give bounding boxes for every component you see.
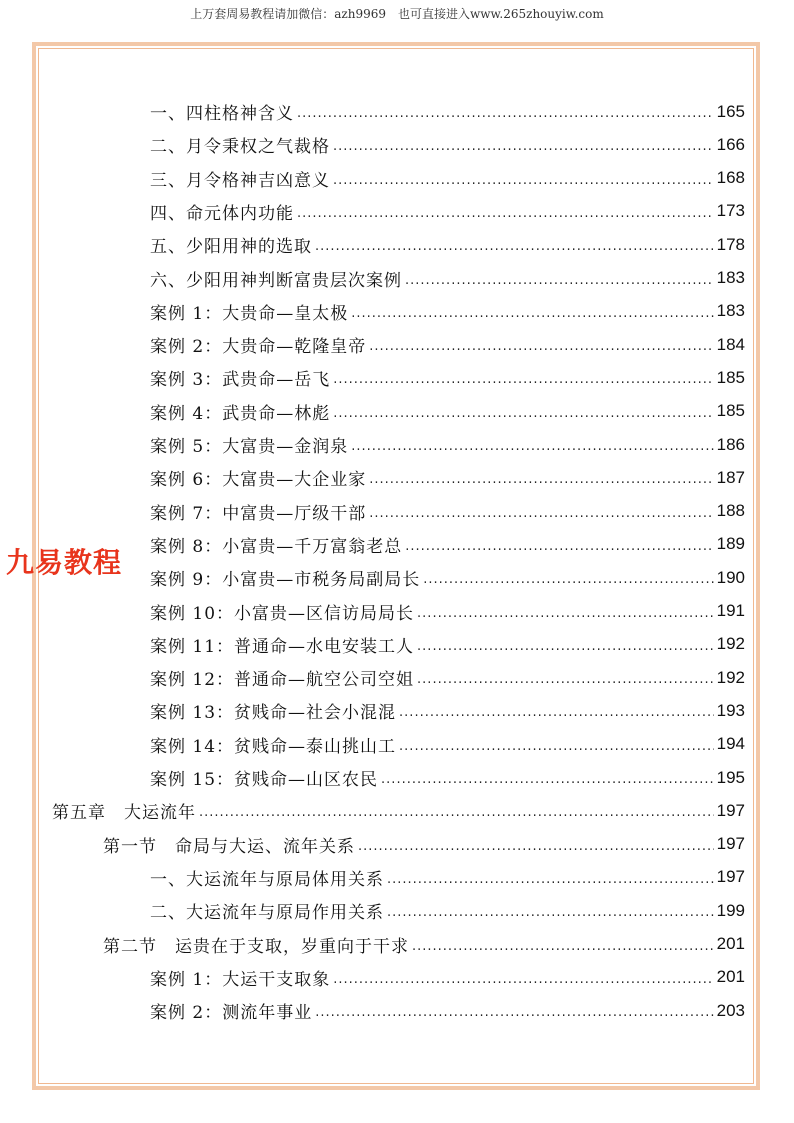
toc-entry-title: 案例 1：大运干支取象	[150, 969, 331, 990]
toc-entry[interactable]	[103, 928, 745, 961]
toc-entry-page-number: 173	[716, 201, 745, 221]
toc-entry[interactable]	[103, 828, 745, 861]
toc-entry-title: 四、命元体内功能	[150, 203, 294, 224]
toc-entry-title: 案例 15：贫贱命—山区农民	[150, 770, 379, 790]
dot-leader	[417, 602, 714, 621]
toc-entry-page-number: 199	[716, 900, 745, 920]
toc-entry-title: 案例 10：小富贵—区信访局局长	[150, 603, 415, 624]
dot-leader	[399, 701, 714, 720]
toc-entry[interactable]	[150, 128, 745, 161]
dot-leader	[387, 868, 714, 887]
toc-entry-title: 二、月令秉权之气裁格	[150, 137, 330, 158]
dot-leader	[417, 668, 714, 687]
toc-entry[interactable]	[150, 461, 745, 494]
toc-entry-title: 案例 3：武贵命—岳飞	[150, 370, 331, 391]
toc-entry-page-number: 189	[716, 534, 745, 554]
toc-entry-page-number: 168	[716, 168, 745, 188]
toc-entry[interactable]	[150, 728, 745, 761]
dot-leader	[358, 835, 714, 854]
toc-entry-title: 案例 14：贫贱命—泰山挑山工	[150, 736, 397, 757]
toc-entry-page-number: 194	[716, 734, 745, 754]
watermark-logo: 九易教程	[6, 546, 123, 579]
toc-entry[interactable]	[150, 861, 745, 894]
dot-leader	[381, 768, 714, 787]
toc-entry-page-number: 188	[716, 501, 745, 521]
toc-entry-title: 案例 13：贫贱命—社会小混混	[150, 703, 397, 724]
toc-entry[interactable]	[150, 694, 745, 727]
toc-entry[interactable]	[150, 395, 745, 428]
toc-entry-page-number: 178	[716, 234, 745, 254]
toc-entry-title: 案例 2：大贵命—乾隆皇帝	[150, 337, 367, 358]
toc-entry[interactable]	[150, 262, 745, 295]
toc-entry-page-number: 184	[716, 334, 745, 354]
dot-leader	[333, 968, 713, 987]
dot-leader	[399, 735, 714, 754]
toc-entry-page-number: 166	[716, 134, 745, 154]
toc-entry-page-number: 197	[716, 867, 745, 887]
toc-entry-title: 一、大运流年与原局体用关系	[150, 869, 384, 890]
top-banner: 上万套周易教程请加微信：azh9969 也可直接进入www.265zhouyiw.com	[190, 7, 604, 21]
toc-entry[interactable]	[150, 361, 745, 394]
toc-entry-title: 第二节 运贵在于支取，岁重向于干求	[103, 936, 409, 957]
dot-leader	[333, 368, 713, 387]
toc-entry-page-number: 185	[716, 401, 745, 421]
toc-entry-title: 案例 5：大富贵—金润泉	[150, 437, 349, 457]
toc-entry-title: 案例 1：大贵命—皇太极	[150, 303, 349, 324]
dot-leader	[369, 468, 713, 487]
toc-entry[interactable]	[150, 561, 745, 594]
toc-entry[interactable]	[150, 428, 745, 461]
toc-entry-title: 第一节 命局与大运、流年关系	[103, 836, 355, 857]
dot-leader	[199, 801, 714, 820]
dot-leader	[351, 435, 713, 454]
toc-entry[interactable]	[150, 495, 745, 528]
toc-entry-title: 第五章 大运流年	[52, 803, 196, 824]
dot-leader	[333, 402, 713, 421]
toc-entry-page-number: 186	[716, 434, 745, 454]
toc-entry-title: 一、四柱格神含义	[150, 104, 294, 124]
dot-leader	[297, 102, 714, 121]
toc-entry[interactable]	[150, 761, 745, 794]
toc-entry[interactable]	[150, 295, 745, 328]
toc-entry-title: 六、少阳用神判断富贵层次案例	[150, 270, 402, 291]
toc-entry-page-number: 192	[716, 667, 745, 687]
toc-entry[interactable]	[150, 595, 745, 628]
toc-entry[interactable]	[150, 528, 745, 561]
toc-entry-title: 案例 6：大富贵—大企业家	[150, 470, 367, 491]
toc-entry-page-number: 183	[716, 268, 745, 287]
toc-entry-page-number: 197	[716, 800, 745, 820]
dot-leader	[315, 235, 714, 254]
toc-entry[interactable]	[150, 195, 745, 228]
toc-entry-title: 案例 9：小富贵—市税务局副局长	[150, 570, 421, 591]
toc-entry[interactable]	[150, 961, 745, 994]
toc-entry-page-number: 191	[716, 601, 745, 620]
dot-leader	[417, 635, 714, 654]
toc-entry-page-number: 187	[716, 467, 745, 487]
dot-leader	[333, 169, 714, 188]
toc-entry-title: 案例 4：武贵命—林彪	[150, 403, 331, 424]
toc-entry-page-number: 197	[716, 834, 745, 854]
dot-leader	[333, 135, 714, 154]
toc-entry[interactable]	[150, 228, 745, 261]
dot-leader	[423, 568, 713, 587]
toc-entry-page-number: 201	[716, 934, 745, 953]
toc-entry-page-number: 195	[716, 767, 745, 787]
toc-entry[interactable]	[150, 628, 745, 661]
toc-entry-page-number: 201	[716, 967, 745, 987]
toc-entry[interactable]	[150, 328, 745, 361]
toc-entry-title: 案例 2：测流年事业	[150, 1003, 313, 1024]
dot-leader	[405, 269, 714, 288]
toc-entry[interactable]	[150, 95, 745, 128]
toc-entry[interactable]	[150, 661, 745, 694]
toc-entry-page-number: 192	[716, 634, 745, 654]
toc-entry-page-number: 190	[716, 567, 745, 587]
dot-leader	[351, 302, 713, 321]
dot-leader	[412, 935, 714, 954]
toc-entry-title: 五、少阳用神的选取	[150, 237, 312, 258]
toc-entry[interactable]	[150, 162, 745, 195]
toc-entry-title: 三、月令格神吉凶意义	[150, 170, 330, 191]
dot-leader	[369, 502, 713, 521]
toc-entry-title: 案例 11：普通命—水电安装工人	[150, 636, 415, 657]
toc-entry-page-number: 183	[716, 301, 745, 321]
toc-entry-title: 案例 8：小富贵—千万富翁老总	[150, 536, 403, 557]
toc-entry-page-number: 193	[716, 700, 745, 720]
dot-leader	[315, 1001, 713, 1020]
toc-entry-title: 二、大运流年与原局作用关系	[150, 903, 384, 924]
dot-leader	[369, 335, 713, 354]
toc-entry-page-number: 203	[716, 1000, 745, 1020]
toc-entry-page-number: 185	[716, 367, 745, 387]
toc-entry[interactable]	[52, 794, 745, 827]
toc-entry-title: 案例 7：中富贵—厅级干部	[150, 503, 367, 524]
dot-leader	[405, 535, 713, 554]
toc-entry-page-number: 165	[716, 101, 745, 121]
dot-leader	[387, 901, 714, 920]
dot-leader	[297, 202, 714, 221]
toc-entry[interactable]	[150, 894, 745, 927]
toc-entry[interactable]	[150, 994, 745, 1027]
toc-entry-title: 案例 12：普通命—航空公司空姐	[150, 670, 415, 691]
